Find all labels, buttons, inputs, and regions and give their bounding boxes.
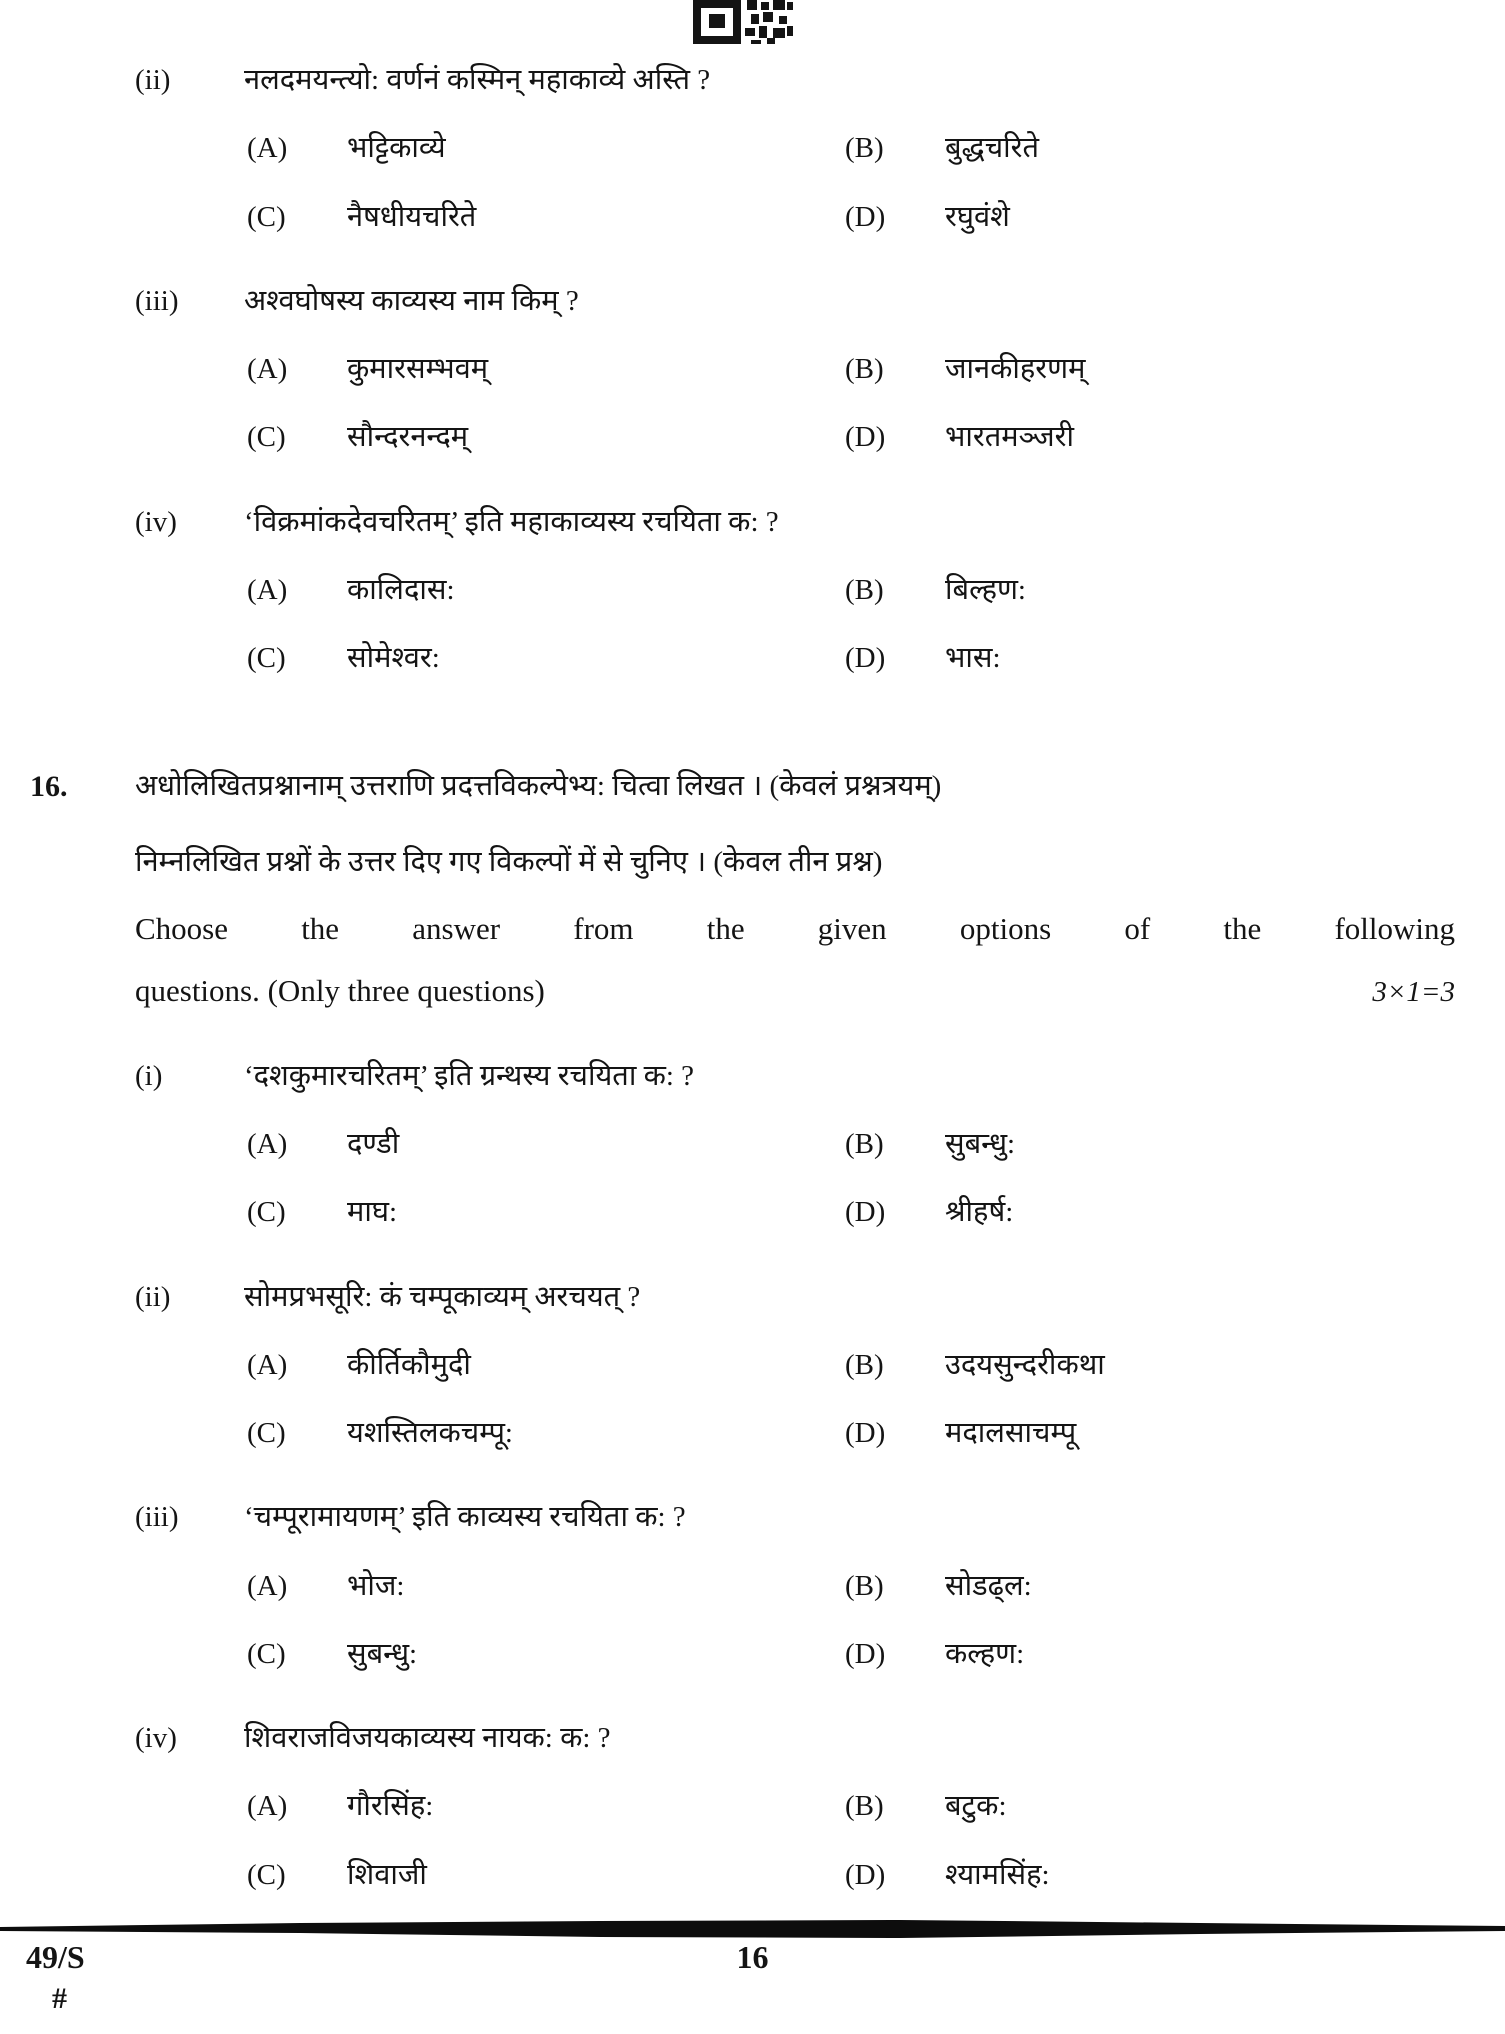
footer-divider [0,1920,1505,1940]
option-b [845,1568,1032,1604]
question-block [30,1499,1455,1672]
question-text-english-line1: Choose the answer from the given options of the following [135,911,1455,946]
option-text: कालिदास: [347,573,455,606]
option-label: (D) [845,642,886,674]
option-b [845,1347,1105,1383]
question-text: ‘चम्पूरामायणम्’ इति काव्यस्य रचयिता क: ? [244,1501,686,1534]
question-text-english-line2: questions. (Only three questions) [135,973,545,1009]
option-d [845,1636,1024,1672]
option-b [845,572,1026,608]
option-text: बुद्धचरिते [945,132,1040,165]
option-label: (B) [845,1569,884,1602]
question-block [30,1058,1455,1231]
question-number: 16. [30,770,68,804]
option-label: (A) [247,1569,288,1602]
option-text: सौन्दरनन्दम् [347,421,469,454]
option-d [845,1857,1050,1893]
option-label: (B) [845,573,884,606]
question-number: (iii) [135,1501,179,1534]
option-text: कीर्तिकौमुदी [347,1348,471,1381]
hash-mark: # [52,1982,67,2015]
option-text: भारतमञ्जरी [945,421,1075,454]
option-text: भट्टिकाव्ये [347,132,446,165]
option-text: नैषधीयचरिते [347,200,477,233]
option-text: जानकीहरणम् [945,353,1086,385]
question-text: नलदमयन्त्यो: वर्णनं कस्मिन् महाकाव्ये अस्ति ? [244,64,711,96]
question-text-sanskrit: अधोलिखितप्रश्नानाम् उत्तराणि प्रदत्तविकल्पेभ्य: चित्वा लिखत । (केवलं प्रश्नत्रयम्) [135,770,942,803]
option-text: कल्हण: [945,1637,1025,1670]
option-c [247,199,845,235]
question-number: (ii) [135,1280,171,1313]
question-block [30,1720,1455,1893]
option-b [845,1788,1007,1824]
option-text: शिवाजी [347,1858,427,1891]
option-text: सोडढ्ल: [945,1569,1032,1602]
marks-label: 3×1=3 [1372,976,1455,1009]
option-a [247,572,845,608]
option-c [247,419,845,455]
option-c [247,1636,845,1672]
option-d [845,419,1074,455]
option-text: सुबन्धु: [945,1128,1016,1161]
option-a [247,1568,845,1604]
question-number: (i) [135,1059,163,1092]
option-label: (C) [247,1637,286,1670]
option-d [845,199,1010,235]
option-label: (C) [247,1417,286,1450]
option-text: यशस्तिलकचम्पू: [347,1417,513,1450]
option-text: दण्डी [347,1128,400,1161]
option-label: (A) [247,1128,288,1161]
option-b [845,130,1039,166]
option-label: (C) [247,1858,286,1891]
question-number: (ii) [135,64,171,96]
option-label: (C) [247,421,286,454]
option-label: (D) [845,200,886,233]
option-label: (B) [845,1348,884,1381]
option-b [845,1126,1015,1162]
question-number: (iv) [135,1722,177,1755]
option-a [247,130,845,166]
option-c [247,1415,845,1451]
page-number: 16 [736,1939,769,1975]
paper-code: 49/S [26,1939,85,1975]
option-text: मदालसाचम्पू [945,1417,1077,1450]
option-text: सोमेश्वर: [347,642,440,674]
option-text: श्यामसिंह: [945,1858,1050,1891]
option-a [247,1347,845,1383]
option-label: (A) [247,573,288,606]
option-text: भोज: [347,1569,405,1602]
option-c [247,1194,845,1230]
option-label: (C) [247,200,286,233]
option-label: (D) [845,1637,886,1670]
question-block [30,1279,1455,1452]
question-block [30,62,1455,235]
question-text: ‘विक्रमांकदेवचरितम्’ इति महाकाव्यस्य रचयिता क: ? [244,505,779,538]
option-text: भास: [945,642,1001,674]
option-d [845,1415,1076,1451]
question-text: ‘दशकुमारचरितम्’ इति ग्रन्थस्य रचयिता क: ? [244,1059,695,1092]
question-16 [30,768,1455,1893]
option-label: (C) [247,642,286,674]
option-text: कुमारसम्भवम् [347,353,489,385]
option-d [845,640,1001,676]
question-text: अश्वघोषस्य काव्यस्य नाम किम् ? [244,284,579,317]
option-text: श्रीहर्ष: [945,1196,1014,1229]
option-d [845,1194,1013,1230]
option-label: (A) [247,1348,288,1381]
option-c [247,1857,845,1893]
option-text: बटुक: [945,1790,1007,1823]
question-text-hindi: निम्नलिखित प्रश्नों के उत्तर दिए गए विकल्पों में से चुनिए । (केवल तीन प्रश्न) [135,845,883,878]
option-a [247,351,845,387]
option-label: (D) [845,1196,886,1229]
option-label: (D) [845,1417,886,1450]
qr-code-icon [30,0,1455,48]
question-block [30,504,1455,677]
option-a [247,1788,845,1824]
option-label: (A) [247,132,288,165]
option-label: (C) [247,1196,286,1229]
option-label: (A) [247,353,288,385]
option-text: रघुवंशे [945,200,1010,233]
option-label: (B) [845,1128,884,1161]
question-number: (iv) [135,505,177,538]
option-label: (B) [845,1790,884,1823]
question-number: (iii) [135,284,179,317]
option-c [247,640,845,676]
option-text: गौरसिंह: [347,1790,434,1823]
option-text: सुबन्धु: [347,1637,418,1670]
option-text: बिल्हण: [945,573,1026,606]
option-label: (B) [845,132,884,165]
question-block [30,283,1455,456]
option-text: माघ: [347,1196,398,1229]
question-text: शिवराजविजयकाव्यस्य नायक: क: ? [244,1722,611,1755]
option-label: (B) [845,353,884,385]
option-label: (D) [845,1858,886,1891]
question-text: सोमप्रभसूरि: कं चम्पूकाव्यम् अरचयत् ? [244,1280,641,1313]
option-label: (D) [845,421,886,454]
option-b [845,351,1085,387]
option-label: (A) [247,1790,288,1823]
option-a [247,1126,845,1162]
option-text: उदयसुन्दरीकथा [945,1348,1105,1381]
